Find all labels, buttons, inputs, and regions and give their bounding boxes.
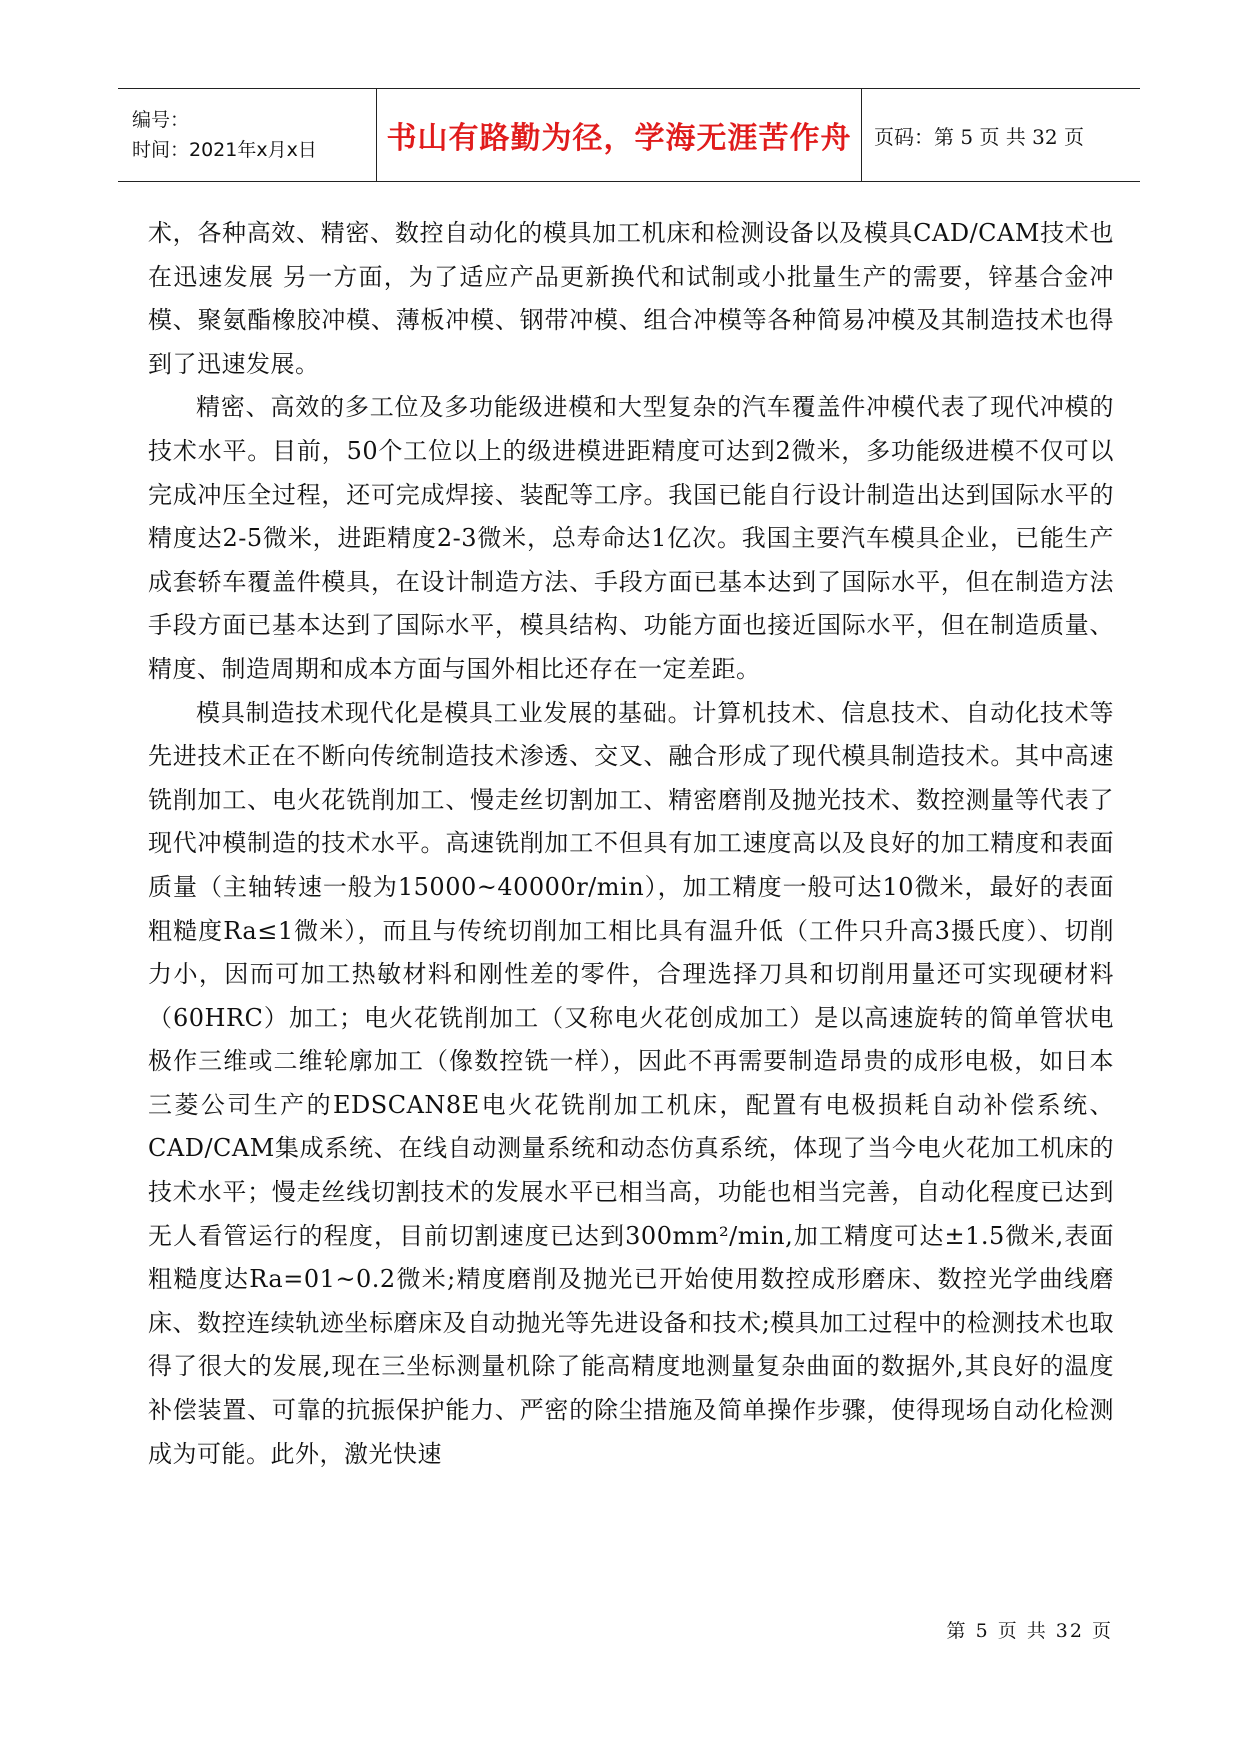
document-time-label: 时间：2021年x月x日 — [132, 139, 317, 161]
page-header — [118, 88, 1140, 182]
motto-text: 书山有路勤为径，学海无涯苦作舟 — [386, 121, 852, 156]
paragraph-continuation: 术，各种高效、精密、数控自动化的模具加工机床和检测设备以及模具CAD/CAM技术也在迅速发展 另一方面，为了适应产品更新换代和试制或小批量生产的需要，锌基合金冲模、聚氨酯橡胶冲模、薄板冲模、钢带冲模、组合冲模等各种简易冲模及其制造技术也得到了迅速发展。 — [148, 219, 1114, 378]
page-footer: 第 5 页 共 32 页 — [946, 1620, 1113, 1642]
header-page-number: 页码：第 5 页 共 32 页 — [874, 124, 1084, 149]
header-info — [118, 89, 376, 181]
document-number-label: 编号： — [132, 109, 190, 131]
document-body — [148, 212, 1114, 1476]
header-motto-cell — [376, 89, 862, 181]
header-page-cell — [862, 89, 1140, 181]
paragraph-manufacturing-tech: 模具制造技术现代化是模具工业发展的基础。计算机技术、信息技术、自动化技术等先进技术正在不断向传统制造技术渗透、交叉、融合形成了现代模具制造技术。其中高速铣削加工、电火花铣削加工、慢走丝切割加工、精密磨削及抛光技术、数控测量等代表了现代冲模制造的技术水平。高速铣削加工不但具有加工速度高以及良好的加工精度和表面质量（主轴转速一般为15000~40000r/min），加工精度一般可达10微米，最好的表面粗糙度Ra≤1微米），而且与传统切削加工相比具有温升低（工件只升高3摄氏度）、切削力小，因而可加工热敏材料和刚性差的零件，合理选择刀具和切削用量还可实现硬材料（60HRC）加工；电火花铣削加工（又称电火花创成加工）是以高速旋转的简单管状电极作三维或二维轮廓加工（像数控铣一样），因此不再需要制造昂贵的成形电极，如日本三菱公司生产的EDSCAN8E电火花铣削加工机床，配置有电极损耗自动补偿系统、CAD/CAM集成系统、在线自动测量系统和动态仿真系统，体现了当今电火花加工机床的技术水平；慢走丝线切割技术的发展水平已相当高，功能也相当完善，自动化程度已达到无人看管运行的程度，目前切割速度已达到300mm²/min,加工精度可达±1.5微米,表面粗糙度达Ra=01~0.2微米;精度磨削及抛光已开始使用数控成形磨床、数控光学曲线磨床、数控连续轨迹坐标磨床及自动抛光等先进设备和技术;模具加工过程中的检测技术也取得了很大的发展,现在三坐标测量机除了能高精度地测量复杂曲面的数据外,其良好的温度补偿装置、可靠的抗振保护能力、严密的除尘措施及简单操作步骤，使得现场自动化检测成为可能。此外，激光快速 — [148, 698, 1114, 1468]
paragraph-precision-dies: 精密、高效的多工位及多功能级进模和大型复杂的汽车覆盖件冲模代表了现代冲模的技术水平。目前，50个工位以上的级进模进距精度可达到2微米，多功能级进模不仅可以完成冲压全过程，还可完成焊接、装配等工序。我国已能自行设计制造出达到国际水平的精度达2-5微米，进距精度2-3微米，总寿命达1亿次。我国主要汽车模具企业，已能生产成套轿车覆盖件模具，在设计制造方法、手段方面已基本达到了国际水平，但在制造方法手段方面已基本达到了国际水平，模具结构、功能方面也接近国际水平，但在制造质量、精度、制造周期和成本方面与国外相比还存在一定差距。 — [148, 393, 1114, 683]
